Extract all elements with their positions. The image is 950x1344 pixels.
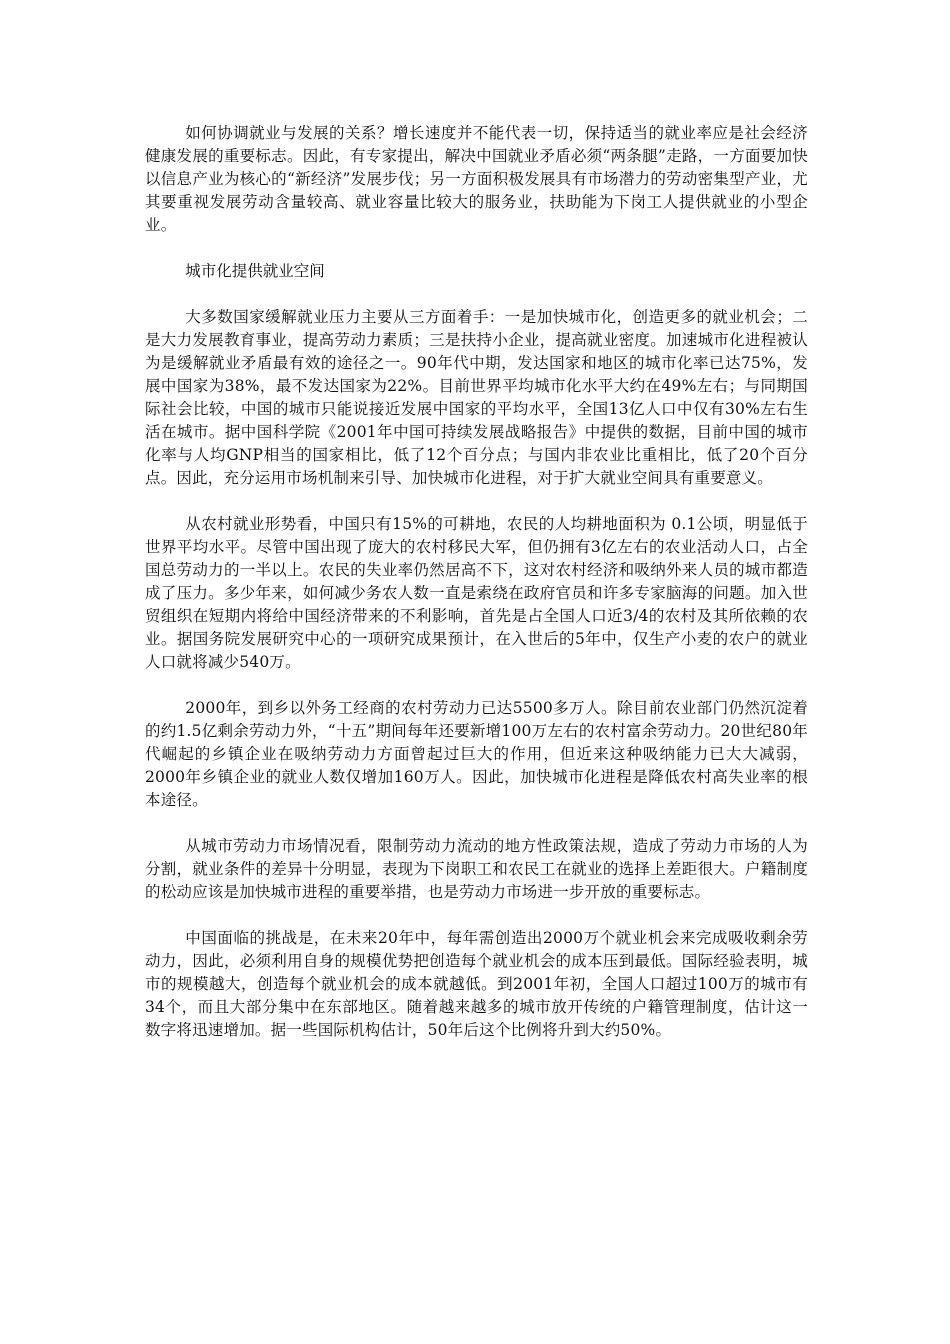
section-heading: 城市化提供就业空间 xyxy=(185,262,325,280)
paragraph-urban-labor-market: 从城市劳动力市场情况看，限制劳动力流动的地方性政策法规，造成了劳动力市场的人为分割，就业条件的差异十分明显，表现为下岗职工和农民工在就业的选择上差距很大。户籍制度的松动应该是加快城市进程的重要举措，也是劳动力市场进一步开放的重要标志。 xyxy=(145,837,808,901)
paragraph-rural-labor-2000: 2000年，到乡以外务工经商的农村劳动力已达5500多万人。除目前农业部门仍然沉淀着的约1.5亿剩余劳动力外，“十五”期间每年还要新增100万左右的农村富余劳动力。20世纪80年代崛起的乡镇企业在吸纳劳动力方面曾起过巨大的作用，但近来这种吸纳能力已大大减弱，2000年乡镇企业的就业人数仅增加160万人。因此，加快城市化进程是降低农村高失业率的根本途径。 xyxy=(145,699,808,809)
document-body xyxy=(145,122,808,1065)
paragraph-challenge: 中国面临的挑战是，在未来20年中，每年需创造出2000万个就业机会来完成吸收剩余劳动力，因此，必须利用自身的规模优势把创造每个就业机会的成本压到最低。国际经验表明，城市的规模越大，创造每个就业机会的成本就越低。到2001年初，全国人口超过100万的城市有34个，而且大部分集中在东部地区。随着越来越多的城市放开传统的户籍管理制度，估计这一数字将迅速增加。据一些国际机构估计，50年后这个比例将升到大约50%。 xyxy=(145,929,808,1039)
paragraph-employment-development: 如何协调就业与发展的关系？增长速度并不能代表一切，保持适当的就业率应是社会经济健康发展的重要标志。因此，有专家提出，解决中国就业矛盾必须“两条腿”走路，一方面要加快以信息产业为核心的“新经济”发展步伐；另一方面积极发展具有市场潜力的劳动密集型产业，尤其要重视发展劳动含量较高、就业容量比较大的服务业，扶助能为下岗工人提供就业的小型企业。 xyxy=(145,124,808,234)
paragraph-rural-employment: 从农村就业形势看，中国只有15%的可耕地，农民的人均耕地面积为 0.1公顷，明显低于世界平均水平。尽管中国出现了庞大的农村移民大军，但仍拥有3亿左右的农业活动人口，占全国总劳动力的一半以上。农民的失业率仍然居高不下，这对农村经济和吸纳外来人员的城市都造成了压力。多少年来，如何减少务农人数一直是索绕在政府官员和许多专家脑海的问题。加入世贸组织在短期内将给中国经济带来的不利影响，首先是占全国人口近3/4的农村及其所依赖的农业。据国务院发展研究中心的一项研究成果预计，在入世后的5年中，仅生产小麦的农户的就业人口就将减少540万。 xyxy=(145,515,808,671)
paragraph-urbanization: 大多数国家缓解就业压力主要从三方面着手：一是加快城市化，创造更多的就业机会；二是大力发展教育事业，提高劳动力素质；三是扶持小企业，提高就业密度。加速城市化进程被认为是缓解就业矛盾最有效的途径之一。90年代中期，发达国家和地区的城市化率已达75%，发展中国家为38%，最不发达国家为22%。目前世界平均城市化水平大约在49%左右；与同期国际社会比较，中国的城市只能说接近发展中国家的平均水平，全国13亿人口中仅有30%左右生活在城市。据中国科学院《2001年中国可持续发展战略报告》中提供的数据，目前中国的城市化率与人均GNP相当的国家相比，低了12个百分点；与国内非农业比重相比，低了20个百分点。因此，充分运用市场机制来引导、加快城市化进程，对于扩大就业空间具有重要意义。 xyxy=(145,308,808,487)
